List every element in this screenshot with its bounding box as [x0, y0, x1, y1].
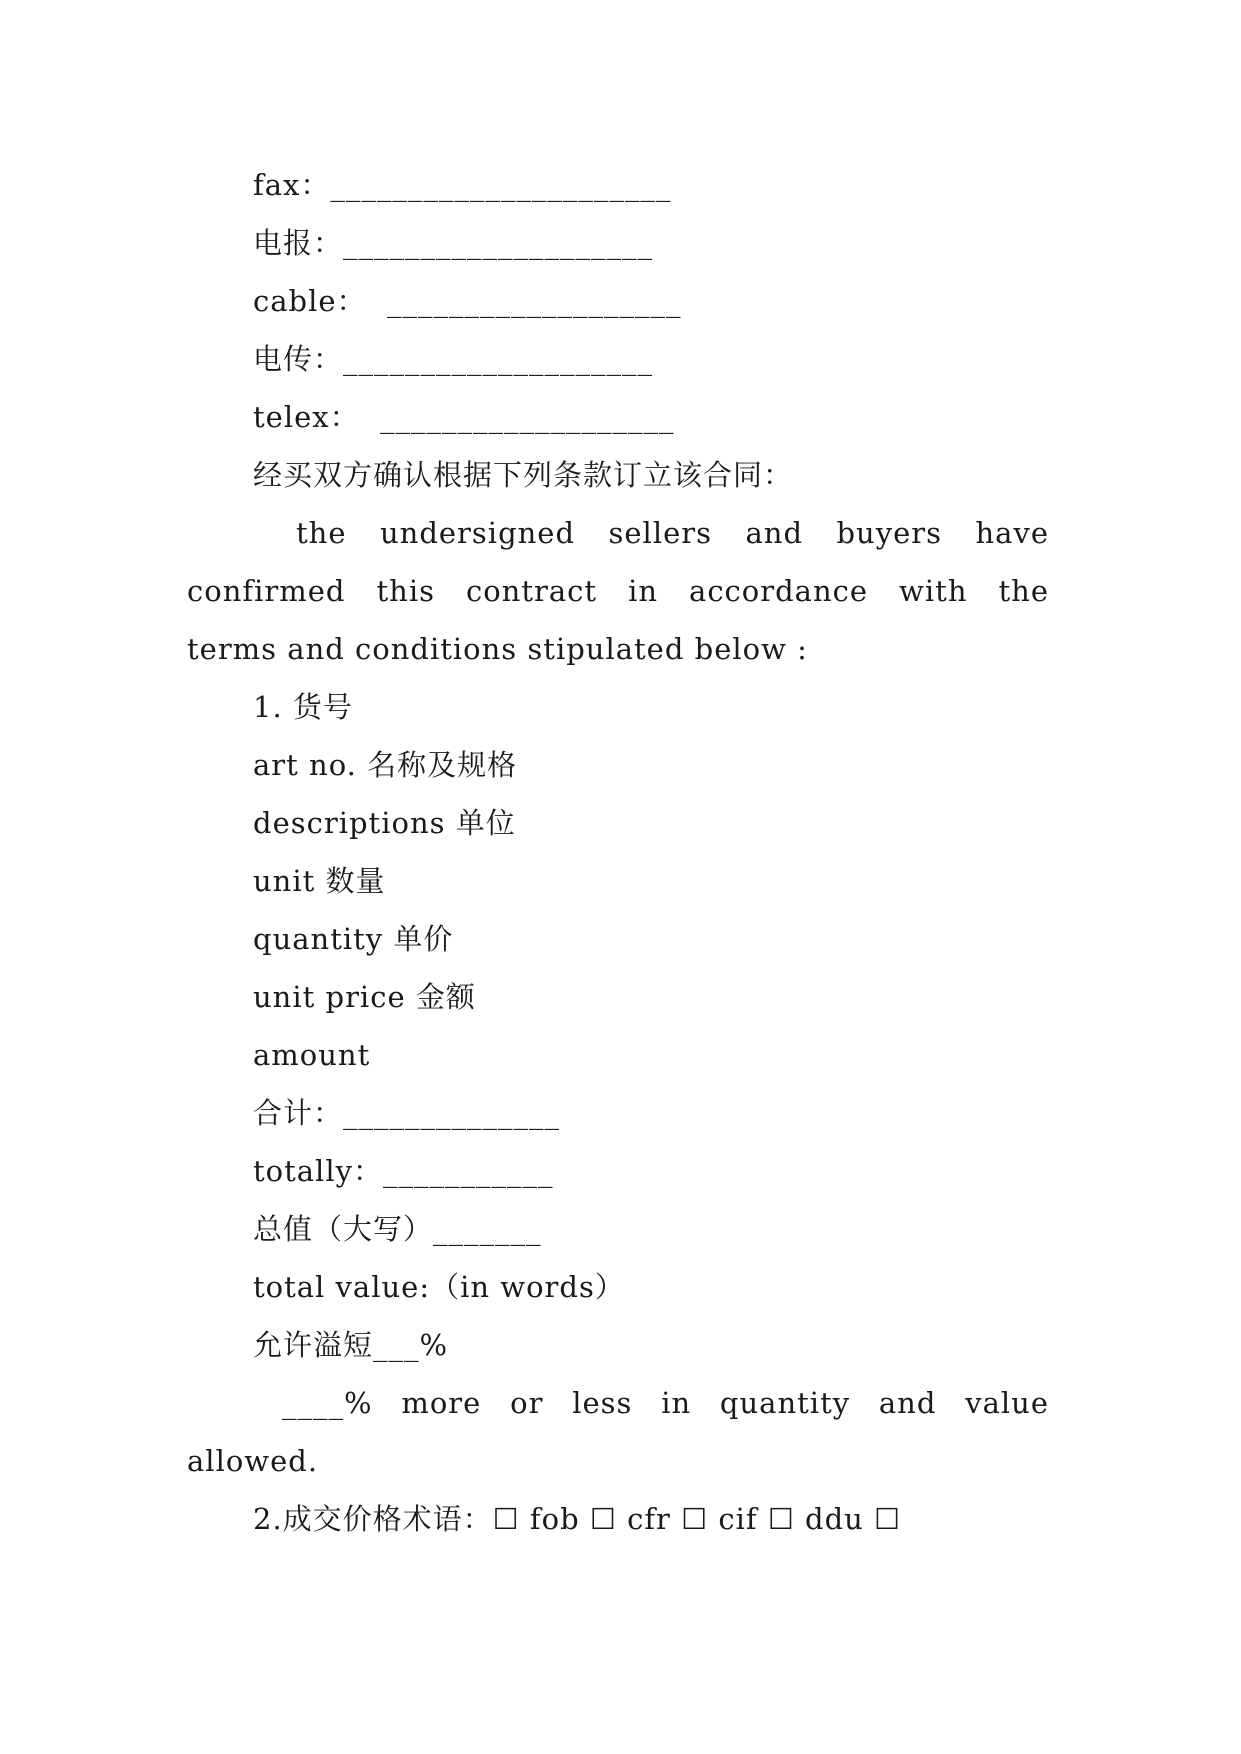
item-amount: amount	[253, 1038, 371, 1072]
item-unit: unit 数量	[253, 864, 386, 898]
tolerance-chinese: 允许溢短___%	[253, 1328, 449, 1362]
total-value-chinese: 总值（大写）_______	[253, 1212, 542, 1246]
intro-english-line-3: terms and conditions stipulated below :	[187, 632, 808, 666]
intro-english-line-1: the undersigned sellers and buyers have	[296, 516, 1049, 550]
tolerance-english-line-2: allowed.	[187, 1444, 319, 1478]
tolerance-english-line-1: ____% more or less in quantity and value	[282, 1386, 1049, 1420]
price-terms-line: 2.成交价格术语：☐ fob ☐ cfr ☐ cif ☐ ddu ☐	[253, 1502, 902, 1536]
intro-english-line-2: confirmed this contract in accordance with the	[187, 574, 1049, 608]
telex-line: telex： ___________________	[253, 400, 675, 434]
item-quantity: quantity 单价	[253, 922, 454, 956]
cable-line: cable： ___________________	[253, 284, 682, 318]
intro-chinese: 经买双方确认根据下列条款订立该合同：	[253, 458, 794, 492]
telecopy-line: 电传：____________________	[253, 342, 654, 376]
total-value-english: total value:（in words）	[253, 1270, 625, 1304]
item-art-no: art no. 名称及规格	[253, 748, 518, 782]
telegram-line: 电报：____________________	[253, 226, 654, 260]
item-unit-price: unit price 金额	[253, 980, 476, 1014]
total-english: totally：___________	[253, 1154, 554, 1188]
item-heading: 1. 货号	[253, 690, 353, 724]
total-chinese: 合计：______________	[253, 1096, 561, 1130]
item-descriptions: descriptions 单位	[253, 806, 516, 840]
fax-line: fax：______________________	[253, 168, 672, 202]
